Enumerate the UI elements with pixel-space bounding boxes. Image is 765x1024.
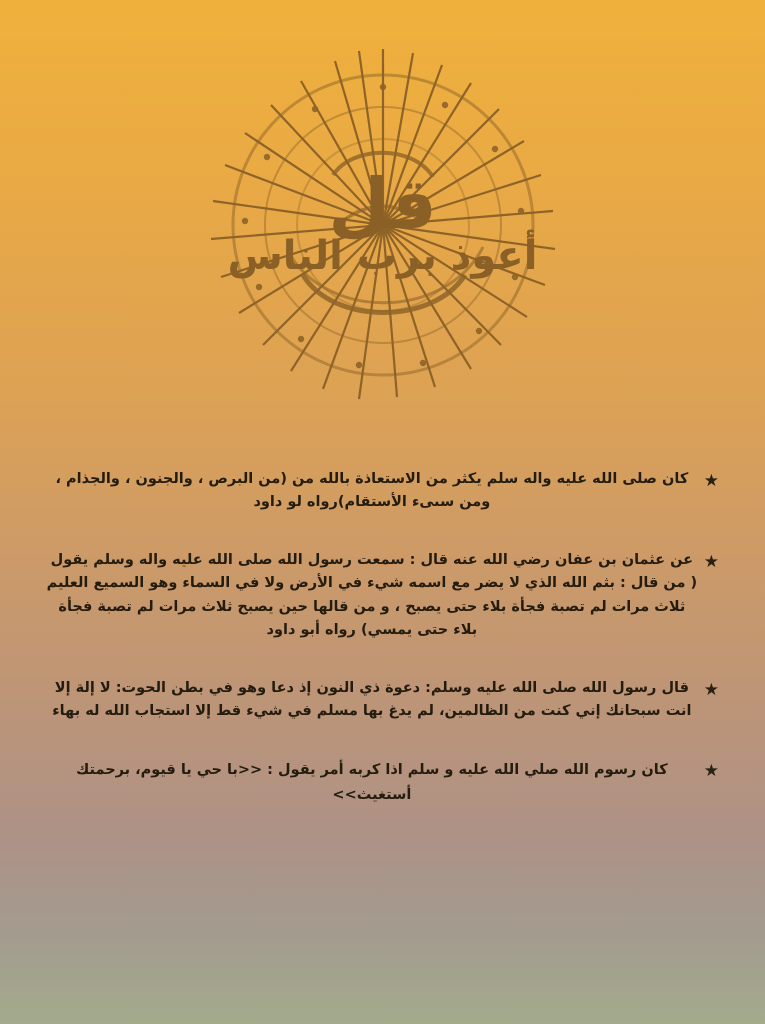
calligraphy-header xyxy=(0,0,765,440)
hadith-item xyxy=(46,758,719,807)
hadith-list xyxy=(0,468,765,807)
star-bullet-icon: ★ xyxy=(703,551,719,572)
calligraphy-main-text: قل xyxy=(328,162,437,245)
star-bullet-icon: ★ xyxy=(703,471,719,491)
calligraphy-sub-text: أعوذ برب الناس xyxy=(227,233,538,280)
surah-an-nas-calligraphy-icon xyxy=(183,25,583,425)
hadith-item xyxy=(46,677,719,724)
hadith-item xyxy=(46,468,719,515)
hadith-text: كان رسوم الله صلي الله عليه و سلم اذا كربه أمر يقول : <<با حي يا قيوم، برحمتك أستغيث>> xyxy=(76,761,668,803)
star-bullet-icon: ★ xyxy=(703,760,719,781)
star-bullet-icon: ★ xyxy=(703,679,719,700)
hadith-text: عن عثمان بن عفان رضي الله عنه قال : سمعت رسول الله صلى الله عليه واله وسلم يقول ( من قال : بثم الله الذي لا يضر مع اسمه شيء في الأرض ولا في السماء وهو السميع العليم ثلاث مرات لم تصبة فجأة بلاء حتى يصبح ، و من قالها حين يصبح ثلاث مرات لم تصبة فجأة بلاء حتى يمسي) رواه أبو داود xyxy=(46,551,698,639)
hadith-item xyxy=(46,549,719,643)
hadith-text: كان صلى الله عليه واله سلم يكثر من الاستعاذة بالله من (من البرص ، والجنون ، والجذام ، ومن سىىء الأستقام)رواه لو داود xyxy=(55,471,689,511)
hadith-text: قال رسول الله صلى الله عليه وسلم: دعوة ذي النون إذ دعا وهو في بطن الحوت: لا إلة إلا انت سبحانك إني كنت من الظالمين، لم يدغ بها مسلم في شيء قط إلا استجاب الله له بهاء xyxy=(52,679,692,720)
